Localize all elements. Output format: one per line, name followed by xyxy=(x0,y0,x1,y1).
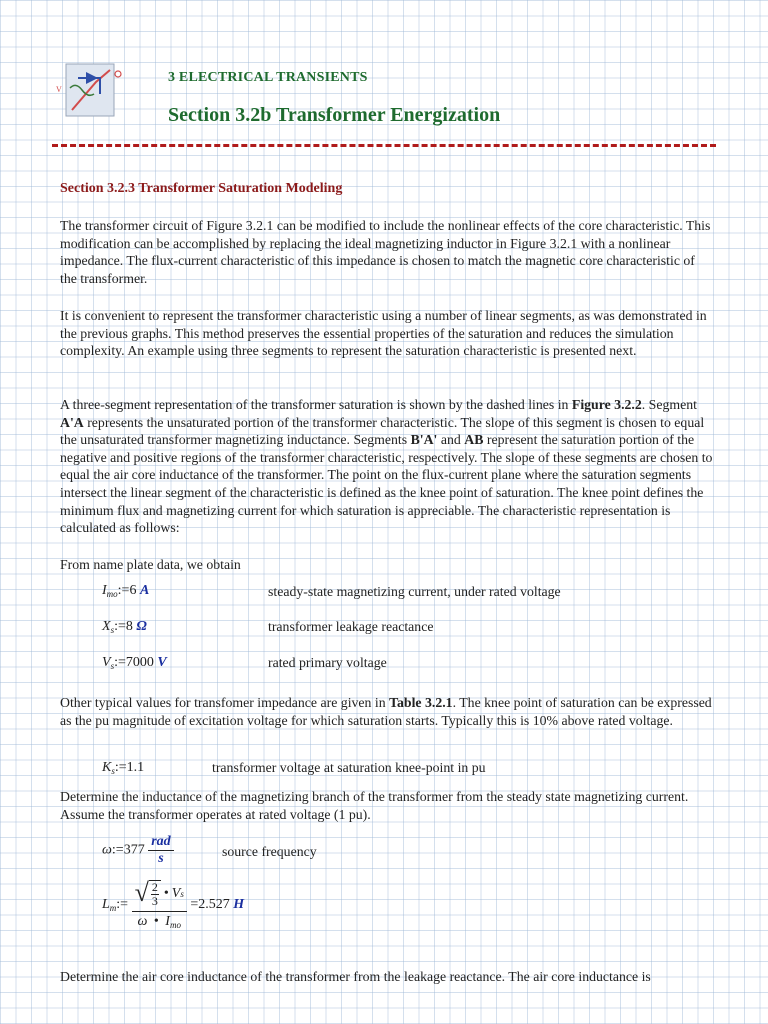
subsection-heading: Section 3.2.3 Transformer Saturation Modeling xyxy=(60,181,343,196)
math-sub: s xyxy=(110,661,115,671)
radical-sign: √ xyxy=(134,878,149,907)
math-value: 7000 xyxy=(125,655,154,670)
segment-label: AB xyxy=(464,432,484,448)
equation-description: steady-state magnetizing current, under rated voltage xyxy=(268,584,561,599)
lm-fraction xyxy=(132,880,187,930)
math-value: 377 xyxy=(123,842,145,858)
text-run: represent the saturation portion of the negative and positive regions of the transformer characteristic, respectively. The slope of these segments are chosen to equal the air core inductance of the transformer. The point on the flux-current plane where the saturation segments intersect the linear segment of the characteristic is defined as the knee point of saturation. The knee point defines the minimum flux and magnetizing current for which saturation is appreciable. The characteristic representation is calculated as follows: xyxy=(60,432,713,536)
text-run: and xyxy=(437,432,465,448)
math-var: ω xyxy=(137,914,148,929)
equation-omega xyxy=(102,834,174,867)
paragraph-intro: The transformer circuit of Figure 3.2.1 can be modified to include the nonlinear effects of the core characteristic. This modification can be accomplished by replacing the ideal magnetizing inductor in Figure 3.2.1 with a nonlinear impedance. The flux-current characteristic of this impedance is chosen to match the magnetic core characteristic of the transformer. xyxy=(60,218,711,286)
math-var: L xyxy=(102,897,110,912)
paragraph-segments: It is convenient to represent the transformer characteristic using a number of linear segments, as was demonstrated in the previous graphs. This method preserves the essential properties of the saturation and reduces the simulation complexity. An example using three segments to represent the saturation characteristic is presented next. xyxy=(60,308,707,359)
math-var: X xyxy=(102,619,111,634)
unit-numerator: rad xyxy=(148,834,173,851)
equation-description: transformer leakage reactance xyxy=(268,619,434,634)
dashed-separator xyxy=(52,144,716,147)
lm-numerator xyxy=(132,880,187,912)
equals-symbol: = xyxy=(190,897,199,912)
circuit-logo-icon xyxy=(56,60,124,120)
math-var: I xyxy=(165,914,170,929)
math-var: ω xyxy=(102,842,112,858)
text-run: A three-segment representation of the transformer saturation is shown by the dashed lines in xyxy=(60,397,572,412)
math-unit: Ω xyxy=(136,619,147,634)
math-value: 2.527 xyxy=(198,897,230,912)
math-sub: m xyxy=(109,903,117,913)
chapter-heading: 3 ELECTRICAL TRANSIENTS xyxy=(168,70,368,85)
equation-vs xyxy=(102,655,167,671)
math-var: V xyxy=(102,655,111,670)
paragraph-air-core: Determine the air core inductance of the transformer from the leakage reactance. The air core inductance is xyxy=(60,969,651,984)
math-unit: H xyxy=(233,897,245,912)
segment-label: B'A' xyxy=(410,432,438,448)
equation-description: transformer voltage at saturation knee-point in pu xyxy=(212,760,486,775)
math-var: K xyxy=(102,760,112,775)
paragraph-magnetizing: Determine the inductance of the magnetizing branch of the transformer from the steady state magnetizing current. Assume the transformer operates at rated voltage (1 pu). xyxy=(60,789,689,822)
text-run: represents the unsaturated portion of the transformer characteristic. The slope of this segment is chosen to equal the unsaturated transformer magnetizing inductance. Segments xyxy=(60,414,705,448)
paragraph-nameplate: From name plate data, we obtain xyxy=(60,557,241,572)
math-sub: s xyxy=(180,889,184,899)
math-value: 6 xyxy=(129,583,137,598)
equation-description: rated primary voltage xyxy=(268,655,387,670)
assign-symbol: := xyxy=(114,760,127,775)
equation-imo xyxy=(102,583,149,599)
math-var: V xyxy=(171,886,181,901)
sqrt-expression xyxy=(135,880,161,908)
radicand xyxy=(149,880,161,908)
segment-label: A'A xyxy=(60,414,84,430)
math-sub: s xyxy=(111,766,115,776)
math-sub: mo xyxy=(169,920,181,930)
math-var: I xyxy=(102,583,107,598)
equation-xs xyxy=(102,619,147,635)
unit-fraction xyxy=(148,834,173,867)
text-run: . Segment xyxy=(641,397,697,412)
equation-description: source frequency xyxy=(222,844,317,859)
dot-operator: • xyxy=(153,914,159,929)
lm-denominator xyxy=(134,912,183,930)
equation-lm xyxy=(102,880,244,930)
equation-ks xyxy=(102,760,144,776)
paragraph-three-segment xyxy=(60,396,714,537)
figure-reference: Figure 3.2.2 xyxy=(571,397,642,412)
table-reference: Table 3.2.1 xyxy=(389,695,453,710)
assign-symbol: := xyxy=(114,655,126,670)
math-value: 1.1 xyxy=(126,760,145,775)
text-run: . The knee point of saturation can be expressed as the pu magnitude of excitation voltage for which saturation starts. Typically this is 10% above rated voltage. xyxy=(60,695,712,728)
math-sub: mo xyxy=(106,589,118,599)
assign-symbol: := xyxy=(111,842,124,858)
section-title: Section 3.2b Transformer Energization xyxy=(168,104,501,126)
math-unit: A xyxy=(139,583,150,598)
svg-text:V: V xyxy=(56,85,62,94)
dot-operator: • xyxy=(163,886,169,901)
ratio-denominator: 3 xyxy=(151,894,158,908)
assign-symbol: := xyxy=(114,619,126,634)
math-sub: s xyxy=(110,625,115,635)
math-value: 8 xyxy=(125,619,133,634)
math-unit: V xyxy=(157,655,167,670)
unit-denominator: s xyxy=(158,851,164,866)
ratio-fraction xyxy=(151,881,159,908)
assign-symbol: := xyxy=(117,583,130,598)
assign-symbol: := xyxy=(116,897,129,912)
text-run: Other typical values for transfomer impedance are given in xyxy=(60,695,390,710)
paragraph-knee-point xyxy=(60,694,714,729)
ratio-numerator: 2 xyxy=(151,880,158,894)
